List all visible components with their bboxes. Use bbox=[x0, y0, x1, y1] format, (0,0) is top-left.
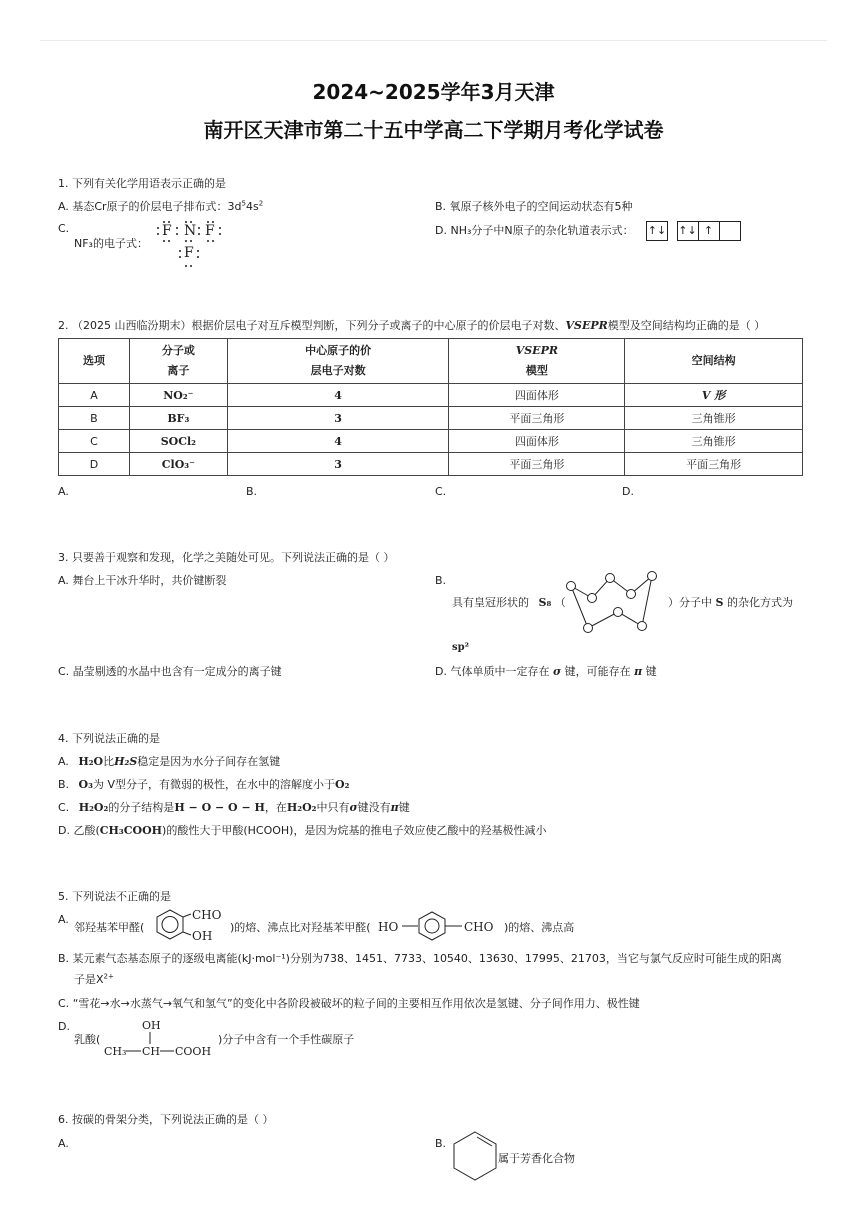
header-option: 选项 bbox=[59, 339, 130, 384]
q2-table-header bbox=[59, 339, 803, 384]
q1-option-a[interactable]: A. 基态Cr原子的价层电子排布式：$3d^54s^2$ bbox=[58, 199, 264, 213]
top-divider bbox=[40, 40, 827, 41]
nf3-f-bottom: F bbox=[184, 245, 194, 261]
nf3-electron-dots bbox=[152, 220, 232, 270]
q2-table bbox=[58, 338, 803, 476]
q4-option-b[interactable]: B. O₃为 V型分子，有微弱的极性，在水中的溶解度小于O₂ bbox=[58, 778, 350, 791]
q5-option-b-line2: 子是$X^{2+}$ bbox=[74, 972, 114, 986]
para-ho-label: HO bbox=[378, 920, 399, 934]
orbital-box-1: ↑↓ bbox=[646, 221, 668, 241]
q3-option-c[interactable]: C. 晶莹剔透的水晶中也含有一定成分的离子键 bbox=[58, 665, 282, 678]
q5-option-c[interactable]: C. “雪花→水→水蒸气→氧气和氢气”的变化中各阶段被破坏的粒子间的主要相互作用依次是氢键、分子间作用力、极性键 bbox=[58, 997, 640, 1010]
exam-title-line2: 南开区天津市第二十五中学高二下学期月考化学试卷 bbox=[203, 118, 664, 142]
q5-option-a-tail: )的熔、沸点高 bbox=[504, 921, 575, 934]
q4-option-a[interactable]: A. H₂O比H₂S稳定是因为水分子间存在氢键 bbox=[58, 755, 281, 768]
q1-stem: 1. 下列有关化学用语表示正确的是 bbox=[58, 177, 226, 190]
lactic-oh-label: OH bbox=[142, 1019, 161, 1032]
q5-option-d-pre: 乳酸( bbox=[74, 1033, 101, 1046]
ortho-cho-label: CHO bbox=[192, 908, 222, 922]
q5-option-a-label[interactable]: A. bbox=[58, 913, 69, 926]
q2-option-c[interactable]: C. bbox=[435, 485, 447, 498]
q3-option-b-text: 具有皇冠形状的 S₈ （ bbox=[452, 596, 566, 609]
q2-option-a[interactable]: A. bbox=[58, 485, 69, 498]
q5-option-b[interactable]: B. 某元素气态基态原子的逐级电离能(kJ·mol⁻¹)分别为738、1451、7733、10540、13630、17995、21703，当它与氯气反应时可能生成的阳离 bbox=[58, 952, 782, 965]
header-pairs: 中心原子的价 层电子对数 bbox=[227, 339, 449, 384]
q3-option-b-label[interactable]: B. bbox=[435, 574, 447, 587]
nf3-f-left: F bbox=[162, 223, 172, 239]
lactic-cooh-label: COOH bbox=[175, 1045, 212, 1058]
q5-option-d-tail: )分子中含有一个手性碳原子 bbox=[218, 1033, 355, 1046]
q3-option-b-tail: ）分子中 S 的杂化方式为 bbox=[668, 596, 793, 609]
q4-stem: 4. 下列说法正确的是 bbox=[58, 732, 160, 745]
nf3-n: N bbox=[184, 223, 197, 239]
q3-option-b-sp: sp² bbox=[452, 642, 470, 653]
orbital-box-3: ↑ bbox=[698, 221, 720, 241]
nf3-lewis-structure bbox=[152, 220, 232, 270]
table-row: B BF₃ 3 平面三角形 三角锥形 bbox=[59, 407, 803, 430]
q6-stem: 6. 按碳的骨架分类，下列说法正确的是（ ） bbox=[58, 1113, 274, 1126]
q2-option-d[interactable]: D. bbox=[622, 485, 634, 498]
lactic-ch3-label: CH₃ bbox=[104, 1045, 127, 1058]
table-row: D ClO₃⁻ 3 平面三角形 平面三角形 bbox=[59, 453, 803, 476]
q4-option-c[interactable]: C. H₂O₂的分子结构是H − O − O − H，在H₂O₂中只有σ键没有π键 bbox=[58, 801, 410, 814]
para-cho-label: CHO bbox=[464, 920, 494, 934]
q6-option-a[interactable]: A. bbox=[58, 1137, 69, 1150]
header-model: VSEPR 模型 bbox=[449, 339, 625, 384]
q4-option-d[interactable]: D. 乙酸(CH₃COOH)的酸性大于甲酸(HCOOH)，是因为烷基的推电子效应使乙酸中的羟基极性减小 bbox=[58, 824, 547, 837]
header-species: 分子或 离子 bbox=[129, 339, 227, 384]
q3-stem: 3. 只要善于观察和发现，化学之美随处可见。下列说法正确的是（ ） bbox=[58, 551, 395, 564]
exam-title-line1: 2024~2025学年3月天津 bbox=[312, 80, 555, 104]
q5-option-a-pre: 邻羟基苯甲醛( bbox=[74, 921, 145, 934]
nf3-f-right: F bbox=[205, 223, 215, 239]
q5-stem: 5. 下列说法不正确的是 bbox=[58, 890, 171, 903]
q2-option-b[interactable]: B. bbox=[246, 485, 258, 498]
q3-option-d[interactable]: D. 气体单质中一定存在 σ 键，可能存在 π 键 bbox=[435, 665, 657, 678]
orbital-diagram bbox=[647, 221, 741, 241]
q6-option-b-text: 属于芳香化合物 bbox=[498, 1152, 575, 1165]
q1-option-d[interactable]: D. NH₃分子中N原子的杂化轨道表示式： bbox=[435, 224, 634, 237]
table-row: C SOCl₂ 4 四面体形 三角锥形 bbox=[59, 430, 803, 453]
q3-option-a[interactable]: A. 舞台上干冰升华时，共价键断裂 bbox=[58, 574, 227, 587]
o-hydroxybenzaldehyde-structure bbox=[150, 906, 230, 944]
q1-option-b[interactable]: B. 氧原子核外电子的空间运动状态有5种 bbox=[435, 200, 633, 213]
q6-option-b-label[interactable]: B. bbox=[435, 1137, 447, 1150]
orbital-box-4 bbox=[719, 221, 741, 241]
q1-option-c-label[interactable]: C. bbox=[58, 222, 70, 235]
q5-option-a-mid: )的熔、沸点比对羟基苯甲醛( bbox=[230, 921, 371, 934]
q1-option-c-text: NF₃的电子式： bbox=[74, 237, 148, 250]
lactic-ch-label: CH bbox=[142, 1045, 161, 1058]
q2-stem: 2. （2025 山西临汾期末）根据价层电子对互斥模型判断，下列分子或离子的中心原子的价层电子对数、VSEPR模型及空间结构均正确的是（ ） bbox=[58, 319, 766, 332]
ortho-oh-label: OH bbox=[192, 929, 213, 943]
header-shape: 空间结构 bbox=[625, 339, 803, 384]
table-row: A NO₂⁻ 4 四面体形 V 形 bbox=[59, 384, 803, 407]
p-hydroxybenzaldehyde-structure bbox=[376, 910, 506, 942]
orbital-box-2: ↑↓ bbox=[677, 221, 699, 241]
q5-option-d-label[interactable]: D. bbox=[58, 1020, 70, 1033]
lactic-acid-structure bbox=[100, 1016, 220, 1060]
s8-crown-structure bbox=[565, 570, 665, 634]
cyclohexene-structure bbox=[450, 1130, 500, 1184]
